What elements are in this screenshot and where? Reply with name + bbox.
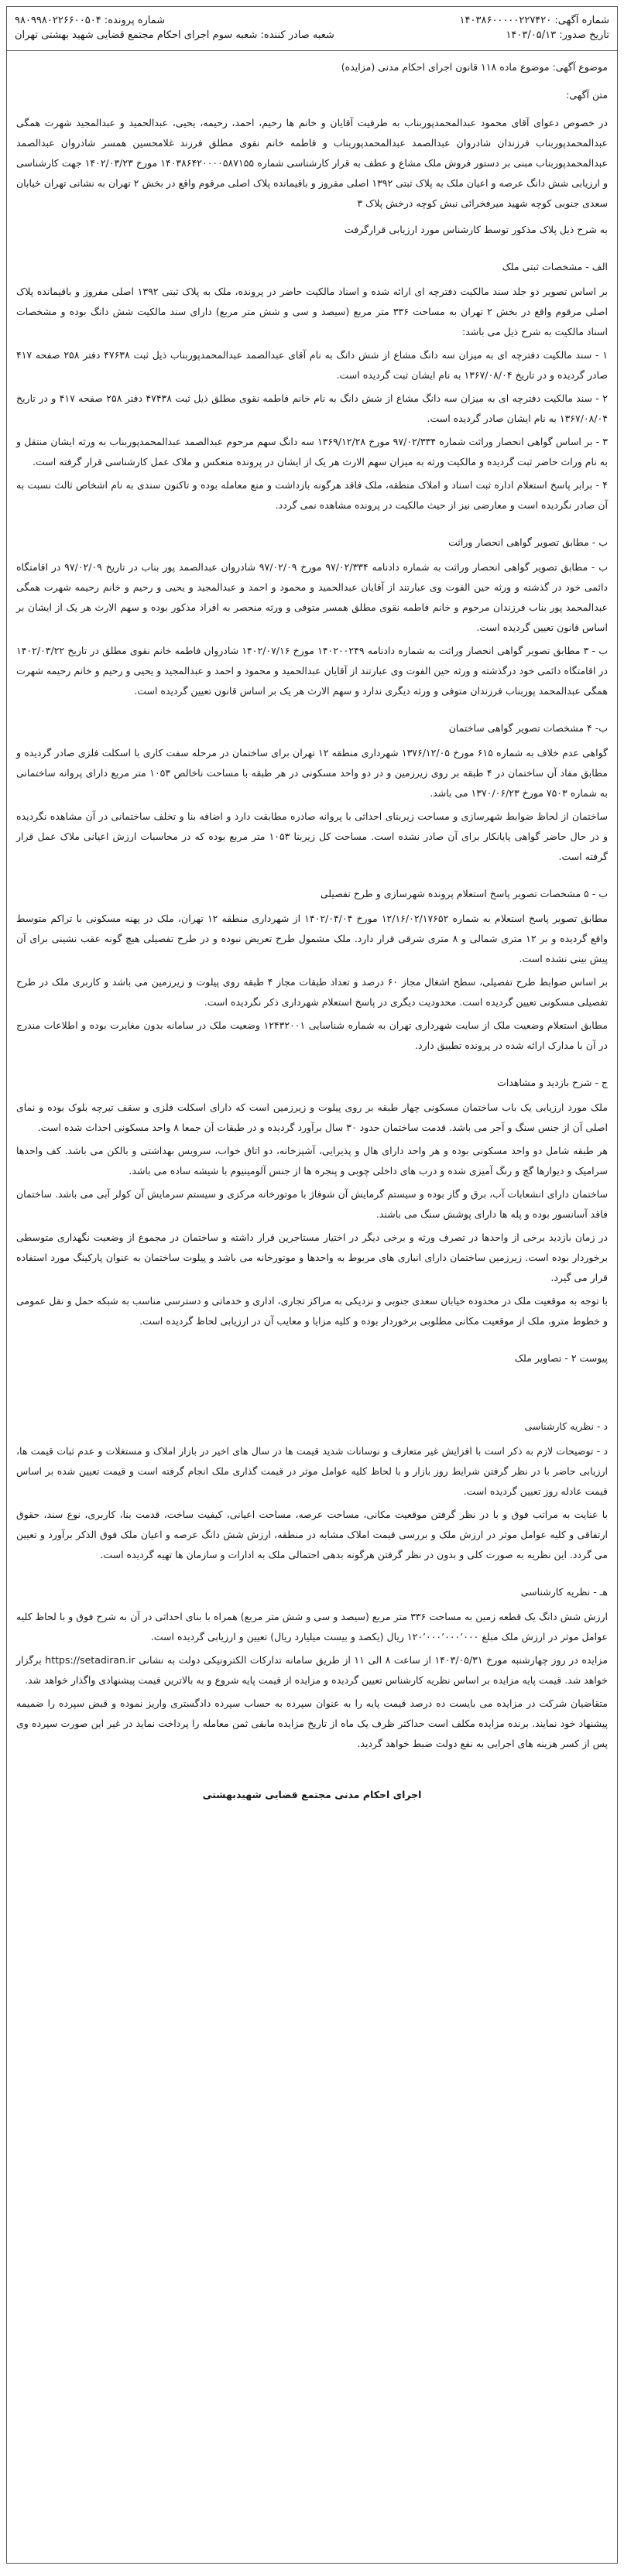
issue-date-label: تاریخ صدور: <box>559 29 609 41</box>
issuing-branch-value: شعبه سوم اجرای احکام مجتمع قضایی شهید بهشتی تهران <box>15 29 258 41</box>
intro-paragraph: در خصوص دعوای آقای محمود عبدالمحمدپوربناب به طرفیت آقایان و خانم ها رحیم، احمد، رحیمه، یحیی، عبدالحمید و عبدالمجید شهرت همگی عبدالمحمدپوربناب فرزندان شادروان عبدالصمد عبدالمحمدپوربناب و فاطمه خانم نقوی مطلق فرزند غلامحسین همسر شادروان عبدالصمد عبدالمحمدپوربناب مبنی بر دستور فروش ملک مشاع و عطف به قرار کارشناسی شماره ۱۴۰۳۸۶۴۲۰۰۰۰۵۸۷۱۵۵ مورخ ۱۴۰۲/۰۳/۲۳ جهت کارشناسی و ارزیابی شش دانگ عرصه و اعیان ملک به پلاک ثبتی ۱۳۹۲ اصلی مفروز و باقیمانده پلاک اصلی مرقوم واقع در بخش ۲ تهران به نشانی تهران خیابان سعدی جنوبی کوچه شهید میرفخرائی نبش کوچه درخش پلاک ۳ <box>16 117 608 209</box>
section-paragraph: ۲ - سند مالکیت دفترچه ای به میزان سه دانگ مشاع از شش دانگ به نام خانم فاطمه نقوی مطلق ذیل ثبت ۴۷۴۳۸ دفتر ۲۵۸ صفحه ۴۱۷ و در تاریخ ۱۳۶۷/۰۸/۰۴ به نام ایشان صادر گردیده است. <box>16 392 608 424</box>
report-intro: به شرح ذیل پلاک مذکور توسط کارشناس مورد ارزیابی قرارگرفت <box>344 224 608 235</box>
file-number-value: ۹۸۰۹۹۸۰۲۲۶۶۰۰۵۰۴ <box>15 15 101 26</box>
issue-date-row <box>460 29 609 41</box>
issue-date-value: ۱۴۰۳/۰۵/۱۳ <box>506 29 557 41</box>
section-paragraph: ۴ - برابر پاسخ استعلام اداره ثبت اسناد و املاک منطقه، ملک فاقد هرگونه بازداشت و منع معامله بوده و تاکنون سندی به نام اشخاص ثالث نسبت به آن صادر نگردیده است و معارضی نیز از حیث مالکیت در پرونده مشاهده نمی گردد. <box>16 479 608 511</box>
section-title: د - نظریه کارشناسی <box>524 1420 608 1432</box>
section-paragraph: در زمان بازدید برخی از واحدها در تصرف ورثه و برخی دیگر در اختیار مستاجرین قرار داشته و ساختمان در مجموع از وضعیت نگهداری متوسطی برخوردار بوده است. زیرزمین ساختمان دارای انباری های مربوط به واحدها و موتورخانه می باشد و پیلوت ساختمان به عنوان پارکینگ مورد استفاده قرار می گیرد. <box>16 1231 608 1283</box>
notice-number-value: ۱۴۰۳۸۶۰۰۰۰۰۲۲۷۴۲۰ <box>459 15 552 26</box>
section-paragraph: ساختمان از لحاظ ضوابط شهرسازی و مساحت زیربنای احداثی با پروانه صادره مطابقت دارد و اضافه بنا و تخلف ساختمانی در آن مشاهده نگردیده و در حال حاضر گواهی پایانکار برای آن صادر نشده است. مساحت کل زیربنا ۱۰۵۳ متر مربع بوده که در محاسبات ارزش اعیانی ملاک عمل قرار گرفته است. <box>16 810 608 862</box>
section <box>16 1073 608 1331</box>
section-title: الف - مشخصات ثبتی ملک <box>502 261 608 272</box>
notice-number-label: شماره آگهی: <box>554 15 609 26</box>
section-paragraph: ب - مطابق تصویر گواهی انحصار وراثت به شماره دادنامه ۹۷/۰۲/۳۳۴ مورخ ۹۷/۰۲/۰۹ شادروان عبدالصمد پور بناب در تاریخ ۹۷/۰۲/۰۹ در اقامتگاه دائمی خود در گذشته و ورثه حین الفوت وی عبارتند از آقایان عبدالحمید و محمود و احمد و عبدالمجید و یحیی و رحیم و خانم رحیمه شهرت همگی عبدالمحمد پور بناب فرزندان مرحوم و خانم فاطمه نقوی مطلق همسر متوفی و ورثه منحصر به افراد مذکور بوده و سهم الارث هر یک از ایشان بر اساس قانون تعیین گردیده است. <box>16 561 608 633</box>
section-paragraph: مطابق استعلام وضعیت ملک از سایت شهرداری تهران به شماره شناسایی ۱۲۴۳۲۰۰۱ وضعیت ملک در سامانه بدون مغایرت بوده و اطلاعات مندرج در آن با مدارک ارائه شده در پرونده تطبیق دارد. <box>16 1019 608 1051</box>
section-paragraph: هر طبقه شامل دو واحد مسکونی بوده و هر واحد دارای هال و پذیرایی، آشپزخانه، دو اتاق خواب، سرویس بهداشتی و بالکن می باشد. کف واحدها سرامیک و دیوارها گچ و رنگ آمیزی شده و درب های داخلی چوبی و پنجره ها از جنس آلومینیوم با شیشه ساده می باشد. <box>16 1145 608 1177</box>
body-label: متن آگهی: <box>566 89 608 101</box>
attachment-placeholder <box>16 1373 608 1399</box>
section <box>16 1348 608 1399</box>
section-paragraph: مزایده در روز چهارشنبه مورخ ۱۴۰۳/۰۵/۳۱ از ساعت ۸ الی ۱۱ از طریق سامانه تدارکات الکترونیکی دولت به نشانی https://setadiran.ir برگزار خواهد شد. قیمت پایه مزایده بر اساس نظریه کارشناس تعیین گردیده و مزایده از قیمت پایه شروع و به بالاترین قیمت پیشنهادی واگذار خواهد شد. <box>16 1654 608 1686</box>
section-paragraph: ۱ - سند مالکیت دفترچه ای به میزان سه دانگ مشاع از شش دانگ به نام آقای عبدالصمد عبدالمحمدپوربناب ذیل ثبت ۴۷۶۳۸ دفتر ۲۵۸ صفحه ۴۱۷ صادر گردیده و در تاریخ ۱۳۶۷/۰۸/۰۴ به نام ایشان ثبت گردیده است. <box>16 349 608 381</box>
sections-container <box>16 257 608 1754</box>
section-paragraph: بر اساس تصویر دو جلد سند مالکیت دفترچه ای ارائه شده و اسناد مالکیت حاضر در پرونده، ملک به پلاک ثبتی ۱۳۹۲ اصلی مفروز و باقیمانده پلاک اصلی مرقوم واقع در بخش ۲ تهران به مساحت ۳۳۶ متر مربع (سیصد و سی و شش متر مربع) دارای سند مالکیت شش دانگ بوده و مشخصات اسناد مالکیت به شرح ذیل می باشد: <box>16 286 608 337</box>
file-number-label: شماره پرونده: <box>104 15 166 26</box>
issuing-branch-label: شعبه صادر کننده: <box>260 29 334 41</box>
notice-body <box>7 51 617 1805</box>
section-paragraph: ساختمان دارای انشعابات آب، برق و گاز بوده و سیستم گرمایش آن شوفاژ با موتورخانه مرکزی و سیستم سرمایش آن کولر آبی می باشد. ساختمان فاقد آسانسور بوده و پله ها دارای پوشش سنگ می باشند. <box>16 1188 608 1220</box>
section-paragraph: ۳ - بر اساس گواهی انحصار وراثت شماره ۹۷/۰۲/۳۳۴ مورخ ۱۳۶۹/۱۲/۲۸ سه دانگ سهم مرحوم عبدالصمد عبدالمحمدپوربناب به ورثه ایشان منتقل و به نام وراث حاضر ثبت گردیده و مالکیت ورثه به میزان سهم الارث هر یک از ایشان در پرونده منعکس و ملاک عمل کارشناسی قرار گرفته است. <box>16 436 608 468</box>
section-paragraph: ملک مورد ارزیابی یک باب ساختمان مسکونی چهار طبقه بر روی پیلوت و زیرزمین است که دارای اسکلت فلزی و سقف تیرچه بلوک بوده و نمای اصلی آن از جنس سنگ و آجر می باشد. قدمت ساختمان حدود ۳۰ سال برآورد گردیده و در طبقات آن جمعا ۸ واحد مسکونی احداث شده است. <box>16 1101 608 1133</box>
section-title: ج - شرح بازدید و مشاهدات <box>497 1077 608 1088</box>
section-paragraph: د - توضیحات لازم به ذکر است با افزایش غیر متعارف و نوسانات شدید قیمت ها در سال های اخیر در بازار املاک و مستغلات و عدم ثبات قیمت ها، ارزیابی حاضر با در نظر گرفتن شرایط روز بازار و با لحاظ کلیه عوامل موثر در قیمت گذاری ملک انجام گرفته است و قیمت تعیین شده بر اساس قیمت عادله روز تعیین گردیده است. <box>16 1445 608 1497</box>
section <box>16 1416 608 1565</box>
notice-number-row <box>460 15 609 26</box>
signature: اجرای احکام مدنی مجتمع قضایی شهیدبهشتی <box>202 1789 422 1800</box>
section <box>16 257 608 516</box>
section-paragraph: بر اساس ضوابط طرح تفصیلی، سطح اشغال مجاز ۶۰ درصد و تعداد طبقات مجاز ۴ طبقه روی پیلوت و زیرزمین می باشد و کاربری ملک در طرح تفصیلی مسکونی تعیین گردیده است. محدودیت دیگری در پاسخ استعلام شهرداری ذکر نگردیده است. <box>16 976 608 1008</box>
section-title: ب - ۵ مشخصات تصویر پاسخ استعلام پرونده شهرسازی و طرح تفصیلی <box>320 888 608 899</box>
header-right-column <box>460 12 609 44</box>
header-left-column <box>15 12 334 44</box>
section-title: ب- ۴ مشخصات تصویر گواهی ساختمان <box>448 722 608 734</box>
file-number-row <box>15 15 334 26</box>
section-paragraph: با توجه به موقعیت ملک در محدوده خیابان سعدی جنوبی و نزدیکی به مراکز تجاری، اداری و خدماتی و دسترسی مناسب به شبکه حمل و نقل عمومی و خطوط مترو، ملک از موقعیت مکانی مطلوبی برخوردار بوده و کلیه مزایا و معایب آن در ارزیابی لحاظ گردیده است. <box>16 1295 608 1327</box>
notice-header <box>7 7 617 44</box>
subject-label: موضوع آگهی: <box>552 61 608 73</box>
section-title: ب - مطابق تصویر گواهی انحصار وراثت <box>448 536 608 548</box>
section-paragraph: با عنایت به مراتب فوق و با در نظر گرفتن موقعیت مکانی، مساحت عرصه، مساحت اعیانی، کیفیت ساخت، قدمت بنا، کاربری، نوع سند، حقوق ارتفاقی و کلیه عوامل موثر در ارزش ملک و بررسی قیمت املاک مشابه در منطقه، ارزش شش دانگ عرصه و اعیان ملک فوق الذکر برآورد و تعیین می گردد. این نظریه به صورت کلی و بدون در نظر گرفتن هرگونه بدهی احتمالی ملک به ادارات و سازمان ها تهیه گردیده است. <box>16 1509 608 1560</box>
section-title: پیوست ۲ - تصاویر ملک <box>514 1352 608 1364</box>
subject-value: موضوع ماده ۱۱۸ قانون اجرای احکام مدنی (مزایده) <box>341 61 550 73</box>
subject-row <box>16 57 608 77</box>
section-title: هـ - نظریه کارشناسی <box>520 1586 608 1598</box>
section <box>16 533 608 701</box>
section <box>16 884 608 1056</box>
issuing-branch-row <box>15 29 334 41</box>
section <box>16 718 608 867</box>
section-paragraph: ارزش شش دانگ یک قطعه زمین به مساحت ۳۳۶ متر مربع (سیصد و سی و شش متر مربع) همراه با بنای احداثی در آن به شرح فوق و با لحاظ کلیه عوامل موثر در ارزش ملک مبلغ ۱۲۰٬۰۰۰٬۰۰۰٬۰۰۰ ریال (یکصد و بیست میلیارد ریال) تعیین و ارزیابی گردیده است. <box>16 1611 608 1643</box>
section <box>16 1582 608 1754</box>
section-paragraph: مطابق تصویر پاسخ استعلام به شماره ۱۲/۱۶/۰۲/۱۷۶۵۲ مورخ ۱۴۰۲/۰۴/۰۴ از شهرداری منطقه ۱۲ تهران، ملک در پهنه مسکونی با تراکم متوسط واقع گردیده و بر ۱۲ متری شمالی و ۸ متری شرقی قرار دارد. ملک مشمول طرح تعریض نبوده و در طرح تفصیلی هیچ گونه عقب نشینی برای آن پیش بینی نشده است. <box>16 913 608 964</box>
section-paragraph: ب - ۳ مطابق تصویر گواهی انحصار وراثت به شماره دادنامه ۱۴۰۲۰۰۲۴۹ مورخ ۱۴۰۲/۰۷/۱۶ شادروان فاطمه خانم نقوی مطلق در تاریخ ۱۴۰۲/۰۳/۲۲ در اقامتگاه دائمی خود درگذشته و ورثه حین الفوت وی عبارتند از آقایان عبدالحمید و محمود و احمد و عبدالمجید و یحیی و رحیم و خانم رحیمه شهرت همگی عبدالمحمد پوربناب فرزندان متوفی و ورثه دیگری ندارد و سهم الارث هر یک بر اساس قانون تعیین گردیده است. <box>16 645 608 697</box>
notice-document <box>6 6 618 2564</box>
section-paragraph: متقاضیان شرکت در مزایده می بایست ده درصد قیمت پایه را به عنوان سپرده به حساب سپرده دادگستری واریز نموده و قبض سپرده را ضمیمه پیشنهاد خود نمایند. برنده مزایده مکلف است حداکثر ظرف یک ماه از تاریخ مزایده مابقی ثمن معامله را پرداخت نماید در غیر این صورت سپرده وی پس از کسر هزینه های اجرایی به نفع دولت ضبط خواهد گردید. <box>16 1697 608 1749</box>
section-paragraph: گواهی عدم خلاف به شماره ۶۱۵ مورخ ۱۳۷۶/۱۲/۰۵ شهرداری منطقه ۱۲ تهران برای ساختمان در مرحله سفت کاری با اسکلت فلزی صادر گردیده و مطابق مفاد آن ساختمان در ۴ طبقه بر روی زیرزمین و در دو واحد مسکونی در هر طبقه با مساحت ناخالص ۱۰۵۳ متر مربع دارای پروانه ساختمانی به شماره ۷۵۰۳ مورخ ۱۳۷۰/۰۶/۲۳ می باشد. <box>16 747 608 799</box>
